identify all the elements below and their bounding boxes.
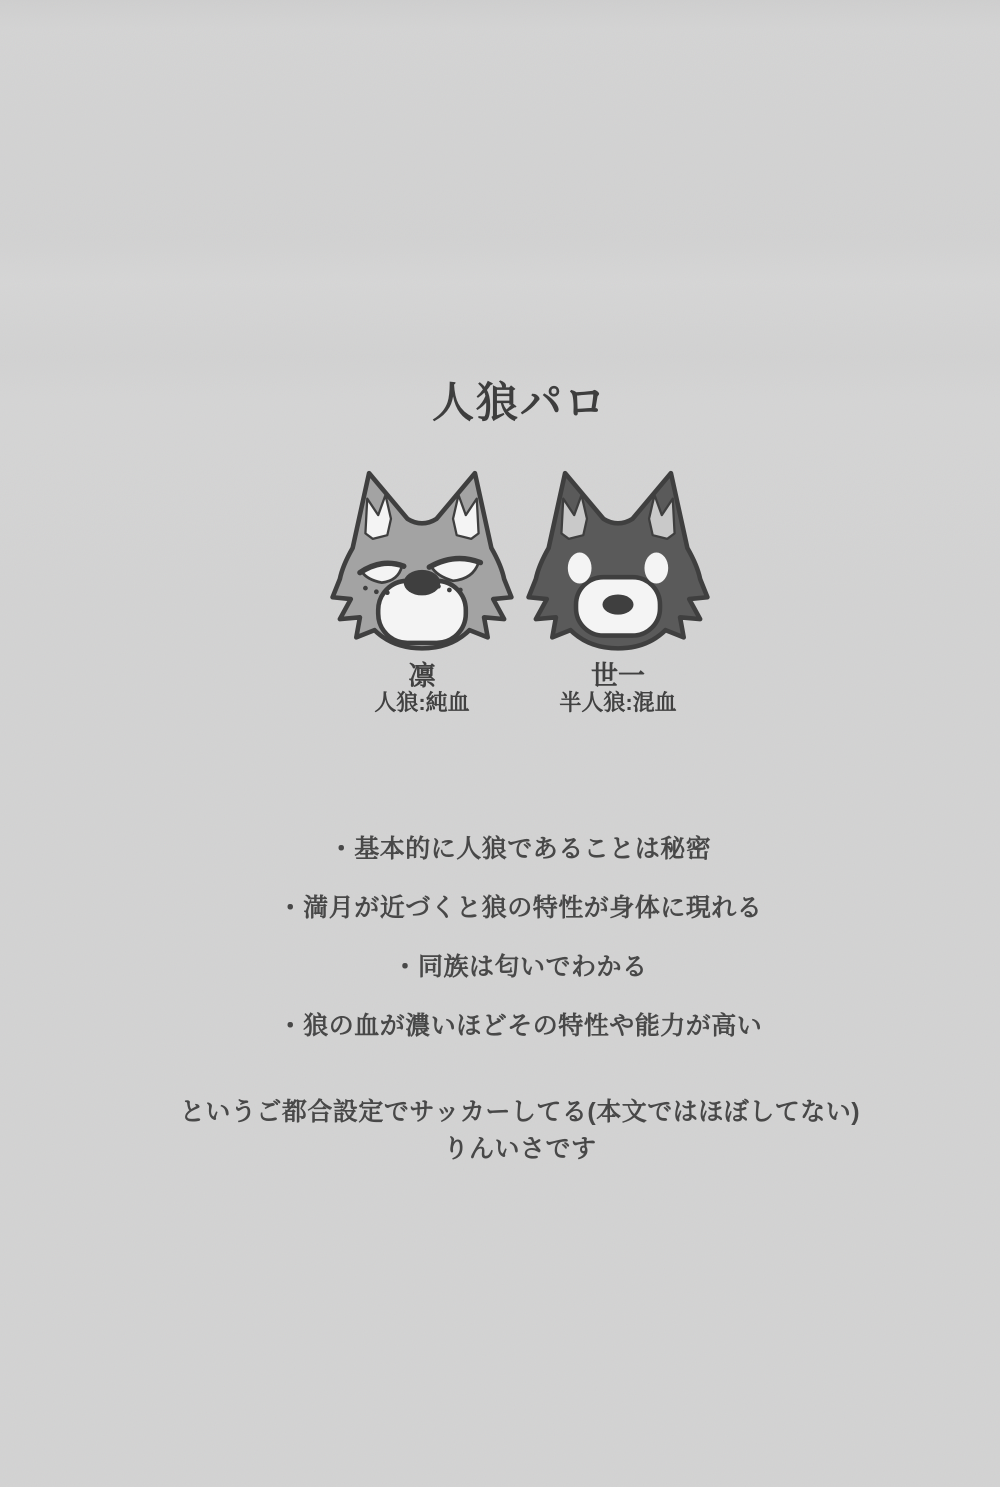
setting-note: ・同族は匂いでわかる bbox=[392, 953, 648, 981]
character-name-rin: 凛 bbox=[408, 661, 436, 691]
rin-wolf-face-icon bbox=[326, 464, 518, 652]
setting-note: ・基本的に人狼であることは秘密 bbox=[328, 835, 712, 863]
footer-line: りんいさです bbox=[443, 1135, 597, 1163]
setting-notes-list bbox=[40, 820, 1000, 1056]
character-name-yoichi: 世一 bbox=[591, 661, 645, 691]
page-title: 人狼パロ bbox=[431, 379, 608, 426]
character-type-rin: 人狼:純血 bbox=[374, 690, 470, 715]
character-row bbox=[40, 464, 1000, 715]
character-rin bbox=[326, 464, 518, 715]
footer-note bbox=[40, 1094, 1000, 1168]
yoichi-wolf-face-icon bbox=[522, 464, 714, 652]
setting-note: ・狼の血が濃いほどその特性や能力が高い bbox=[277, 1012, 763, 1040]
character-yoichi bbox=[522, 464, 714, 715]
character-type-yoichi: 半人狼:混血 bbox=[559, 690, 677, 715]
footer-line: というご都合設定でサッカーしてる(本文ではほぼしてない) bbox=[179, 1098, 861, 1126]
setting-note: ・満月が近づくと狼の特性が身体に現れる bbox=[277, 894, 763, 922]
